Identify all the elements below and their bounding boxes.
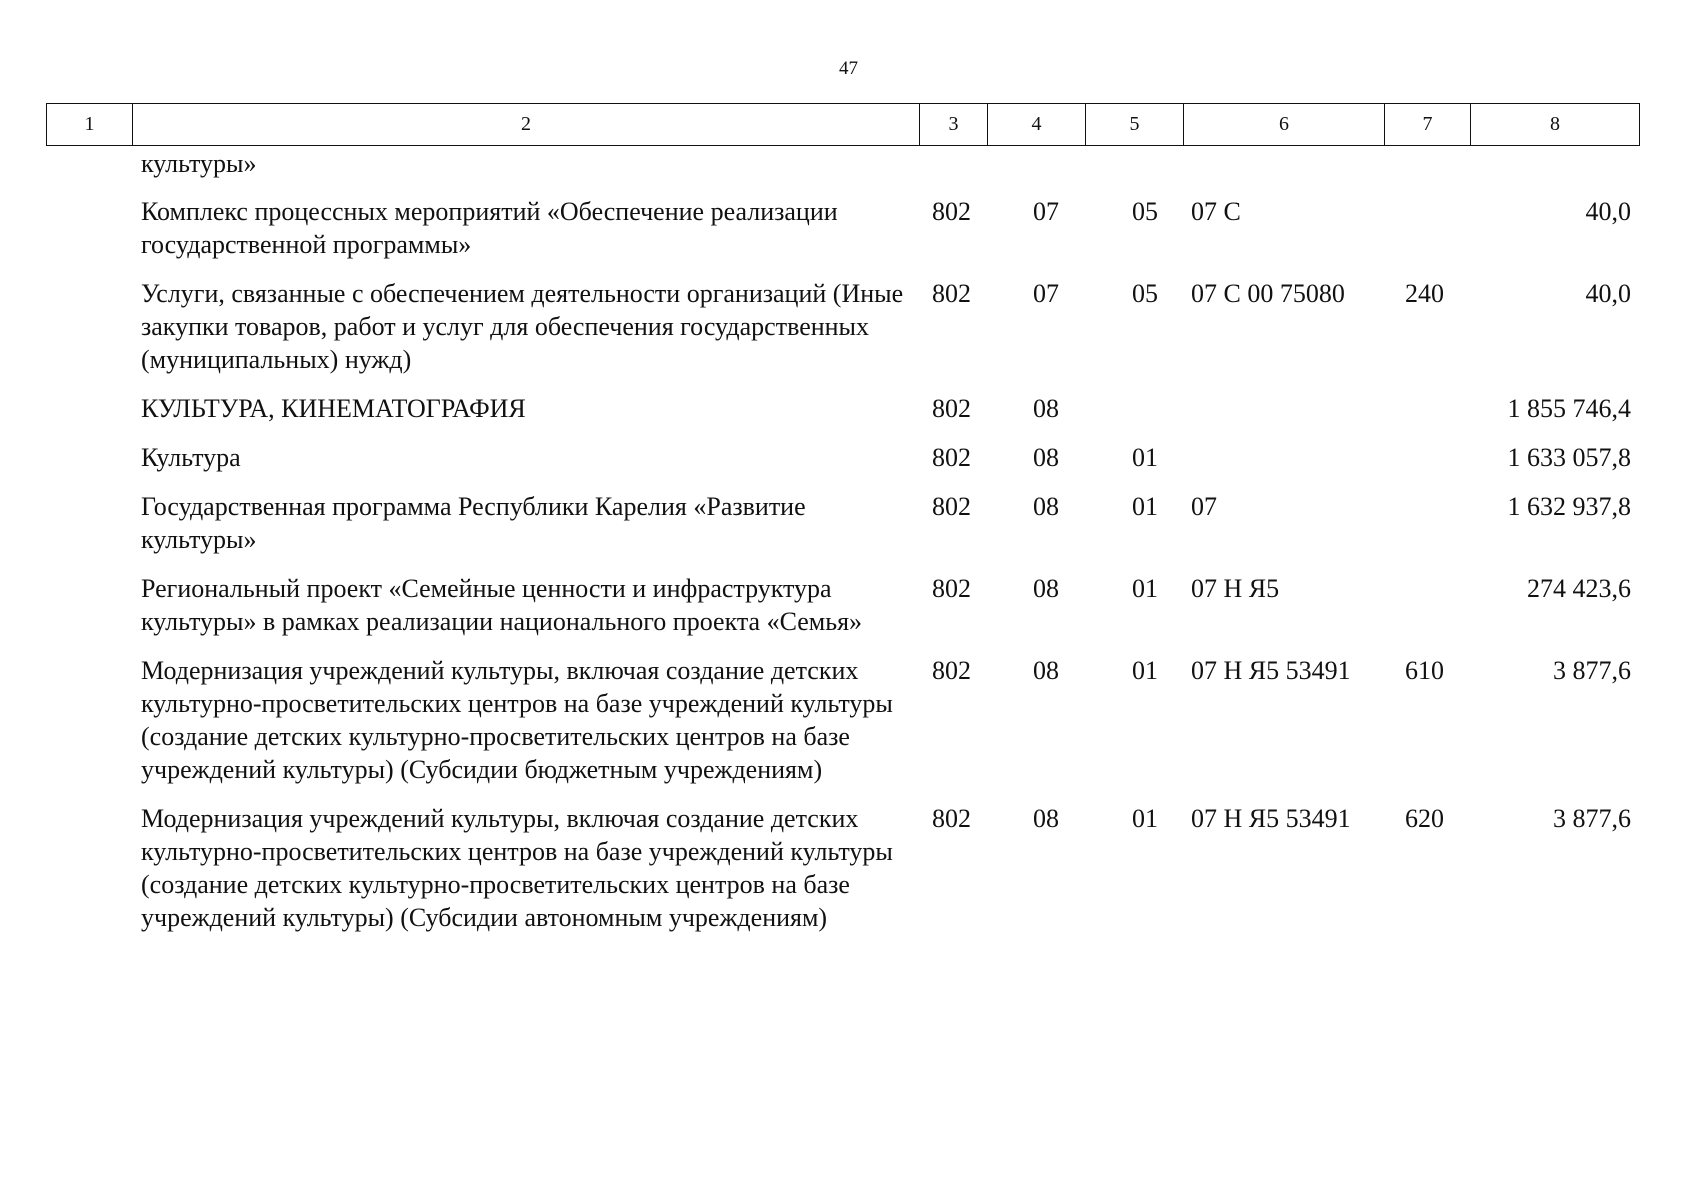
row-target-article: 07 С 00 75080 (1191, 279, 1345, 308)
row-section-code: 07 (1033, 279, 1059, 308)
row-subsection-code: 01 (1132, 804, 1158, 833)
row-section-code: 08 (1033, 394, 1059, 423)
row-expense-type: 240 (1405, 279, 1444, 308)
header-cell-8: 8 (1471, 104, 1640, 146)
row-section-code: 08 (1033, 574, 1059, 603)
row-ministry-code: 802 (932, 656, 971, 685)
table-row (46, 147, 1639, 180)
row-name: Модернизация учреждений культуры, включая создание детских культурно-просветительских центров на базе учреждений культуры (создание детских культурно-просветительских центров на базе учреждений культуры) (Субсидии бюджетным учреждениям) (141, 656, 893, 784)
table-row (46, 441, 1639, 474)
row-amount: 1 633 057,8 (1507, 443, 1631, 472)
budget-table-body (46, 147, 1639, 950)
table-row (46, 654, 1639, 786)
row-target-article: 07 (1191, 492, 1217, 521)
header-cell-7: 7 (1385, 104, 1471, 146)
row-target-article: 07 Н Я5 53491 (1191, 656, 1351, 685)
row-ministry-code: 802 (932, 804, 971, 833)
row-name: культуры» (141, 149, 257, 178)
table-row (46, 195, 1639, 261)
table-row (46, 277, 1639, 376)
row-subsection-code: 01 (1132, 443, 1158, 472)
row-section-code: 08 (1033, 656, 1059, 685)
header-cell-6: 6 (1184, 104, 1385, 146)
table-row (46, 802, 1639, 934)
table-row (46, 490, 1639, 556)
row-subsection-code: 01 (1132, 574, 1158, 603)
column-number-header (46, 103, 1640, 146)
row-name: Комплекс процессных мероприятий «Обеспечение реализации государственной программы» (141, 197, 838, 259)
row-name: Региональный проект «Семейные ценности и инфраструктура культуры» в рамках реализации национального проекта «Семья» (141, 574, 863, 636)
row-amount: 274 423,6 (1527, 574, 1631, 603)
header-cell-1: 1 (47, 104, 133, 146)
row-target-article: 07 Н Я5 53491 (1191, 804, 1351, 833)
table-row (46, 392, 1639, 425)
row-subsection-code: 01 (1132, 656, 1158, 685)
row-ministry-code: 802 (932, 197, 971, 226)
table-row (46, 572, 1639, 638)
row-section-code: 07 (1033, 197, 1059, 226)
row-section-code: 08 (1033, 804, 1059, 833)
page-number: 47 (839, 58, 858, 79)
row-ministry-code: 802 (932, 279, 971, 308)
row-expense-type: 610 (1405, 656, 1444, 685)
row-target-article: 07 Н Я5 (1191, 574, 1280, 603)
row-ministry-code: 802 (932, 492, 971, 521)
row-subsection-code: 05 (1132, 279, 1158, 308)
header-cell-5: 5 (1086, 104, 1184, 146)
row-amount: 1 855 746,4 (1507, 394, 1631, 423)
row-subsection-code: 05 (1132, 197, 1158, 226)
row-ministry-code: 802 (932, 574, 971, 603)
row-name: Услуги, связанные с обеспечением деятельности организаций (Иные закупки товаров, работ и услуг для обеспечения государственных (муниципальных) нужд) (141, 279, 904, 374)
row-amount: 40,0 (1585, 279, 1631, 308)
row-amount: 3 877,6 (1553, 804, 1631, 833)
row-amount: 3 877,6 (1553, 656, 1631, 685)
row-name: Государственная программа Республики Карелия «Развитие культуры» (141, 492, 806, 554)
header-cell-3: 3 (920, 104, 988, 146)
header-row (47, 104, 1640, 146)
row-section-code: 08 (1033, 443, 1059, 472)
row-amount: 40,0 (1585, 197, 1631, 226)
header-cell-4: 4 (988, 104, 1086, 146)
row-ministry-code: 802 (932, 394, 971, 423)
row-ministry-code: 802 (932, 443, 971, 472)
row-name: Модернизация учреждений культуры, включая создание детских культурно-просветительских центров на базе учреждений культуры (создание детских культурно-просветительских центров на базе учреждений культуры) (Субсидии автономным учреждениям) (141, 804, 893, 932)
row-name: Культура (141, 443, 241, 472)
row-expense-type: 620 (1405, 804, 1444, 833)
row-section-code: 08 (1033, 492, 1059, 521)
row-name: КУЛЬТУРА, КИНЕМАТОГРАФИЯ (141, 394, 526, 423)
header-cell-2: 2 (133, 104, 920, 146)
row-target-article: 07 С (1191, 197, 1241, 226)
row-subsection-code: 01 (1132, 492, 1158, 521)
row-amount: 1 632 937,8 (1507, 492, 1631, 521)
